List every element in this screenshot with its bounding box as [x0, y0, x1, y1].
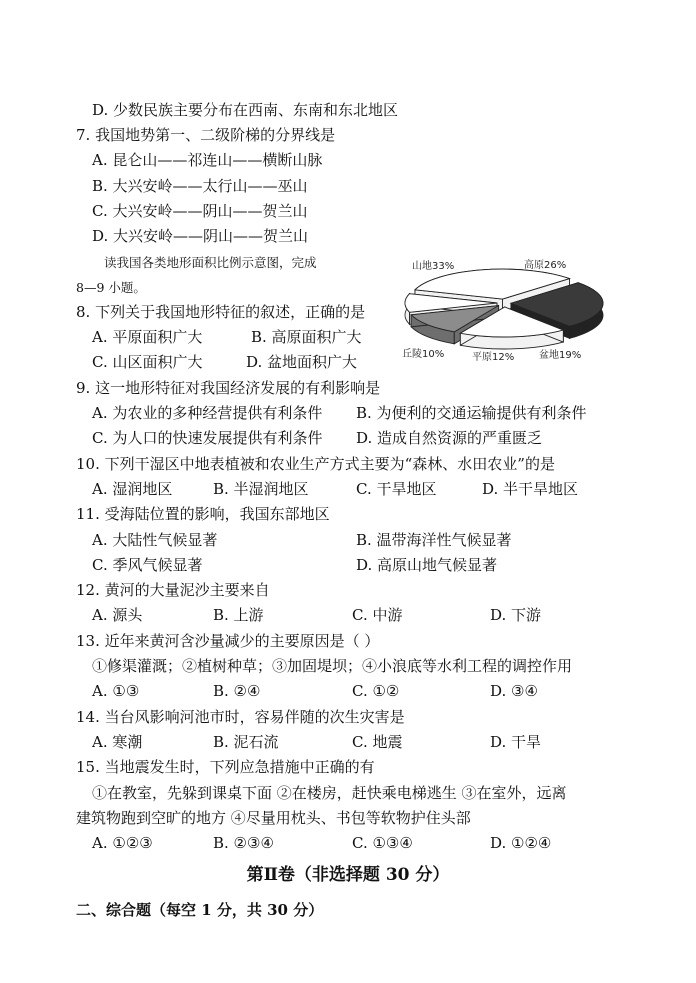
q15-option-c: C. ①③④ [352, 834, 413, 852]
q8-stem: 8. 下列关于我国地形特征的叙述，正确的是 [76, 303, 366, 321]
q9-option-d: D. 造成自然资源的严重匮乏 [356, 429, 543, 447]
q9-option-b: B. 为便利的交通运输提供有利条件 [356, 404, 587, 422]
q7-option-b: B. 大兴安岭——太行山——巫山 [92, 177, 308, 195]
q13-option-c: C. ①② [352, 682, 400, 700]
q10-option-a: A. 湿润地区 [92, 480, 173, 498]
q12-option-b: B. 上游 [213, 606, 264, 624]
q15-option-b: B. ②③④ [213, 834, 274, 852]
pie-label-mountain: 山地33% [412, 261, 455, 272]
q10-option-b: B. 半湿润地区 [213, 480, 309, 498]
q14-option-d: D. 干旱 [490, 733, 542, 751]
q14-stem: 14. 当台风影响河池市时，容易伴随的次生灾害是 [76, 708, 405, 726]
q9-stem: 9. 这一地形特征对我国经济发展的有利影响是 [76, 379, 381, 397]
q7-stem: 7. 我国地势第一、二级阶梯的分界线是 [76, 126, 336, 144]
q12-option-d: D. 下游 [490, 606, 542, 624]
q14-option-a: A. 寒潮 [92, 733, 143, 751]
q11-option-d: D. 高原山地气候显著 [356, 556, 498, 574]
q8-option-c: C. 山区面积广大 [92, 353, 203, 371]
q6-option-d: D. 少数民族主要分布在西南、东南和东北地区 [92, 101, 399, 119]
q13-items: ①修渠灌溉；②植树种草；③加固堤坝；④小浪底等水利工程的调控作用 [92, 657, 573, 675]
q7-option-a: A. 昆仑山——祁连山——横断山脉 [92, 151, 323, 169]
pie-label-plateau: 高原26% [524, 260, 567, 271]
q13-stem: 13. 近年来黄河含沙量减少的主要原因是（ ） [76, 632, 380, 650]
q11-option-a: A. 大陆性气候显著 [92, 531, 218, 549]
section-2-title: 第Ⅱ卷（非选择题 30 分） [246, 865, 450, 885]
intro-line-2: 8—9 小题。 [76, 280, 146, 295]
q8-option-b: B. 高原面积广大 [251, 328, 362, 346]
q8-option-d: D. 盆地面积广大 [246, 353, 358, 371]
section-2-heading: 二、综合题（每空 1 分，共 30 分） [76, 901, 324, 919]
terrain-area-pie-chart [396, 255, 616, 365]
q15-option-a: A. ①②③ [92, 834, 153, 852]
q10-option-c: C. 干旱地区 [356, 480, 437, 498]
q15-option-d: D. ①②④ [490, 834, 552, 852]
q9-option-a: A. 为农业的多种经营提供有利条件 [92, 404, 323, 422]
q15-stem: 15. 当地震发生时，下列应急措施中正确的有 [76, 758, 375, 776]
q12-option-c: C. 中游 [352, 606, 403, 624]
q8-option-a: A. 平原面积广大 [92, 328, 203, 346]
pie-label-plain: 平原12% [472, 352, 515, 363]
q7-option-d: D. 大兴安岭——阴山——贺兰山 [92, 227, 309, 245]
intro-line-1: 读我国各类地形面积比例示意图，完成 [104, 255, 317, 270]
q12-stem: 12. 黄河的大量泥沙主要来自 [76, 581, 270, 599]
q14-option-b: B. 泥石流 [213, 733, 279, 751]
q10-stem: 10. 下列干湿区中地表植被和农业生产方式主要为“森林、水田农业”的是 [76, 455, 555, 473]
q15-items-line-1: ①在教室，先躲到课桌下面 ②在楼房，赶快乘电梯逃生 ③在室外，远离 [92, 784, 567, 802]
q13-option-d: D. ③④ [490, 682, 538, 700]
q12-option-a: A. 源头 [92, 606, 143, 624]
q11-option-c: C. 季风气候显著 [92, 556, 203, 574]
q13-option-a: A. ①③ [92, 682, 140, 700]
q15-items-line-2: 建筑物跑到空旷的地方 ④尽量用枕头、书包等软物护住头部 [76, 809, 471, 827]
pie-label-basin: 盆地19% [539, 350, 582, 361]
q11-stem: 11. 受海陆位置的影响，我国东部地区 [76, 505, 330, 523]
q10-option-d: D. 半干旱地区 [482, 480, 579, 498]
q9-option-c: C. 为人口的快速发展提供有利条件 [92, 429, 323, 447]
pie-label-hill: 丘陵10% [402, 349, 445, 360]
q13-option-b: B. ②④ [213, 682, 261, 700]
q11-option-b: B. 温带海洋性气候显著 [356, 531, 512, 549]
q14-option-c: C. 地震 [352, 733, 403, 751]
q7-option-c: C. 大兴安岭——阴山——贺兰山 [92, 202, 308, 220]
